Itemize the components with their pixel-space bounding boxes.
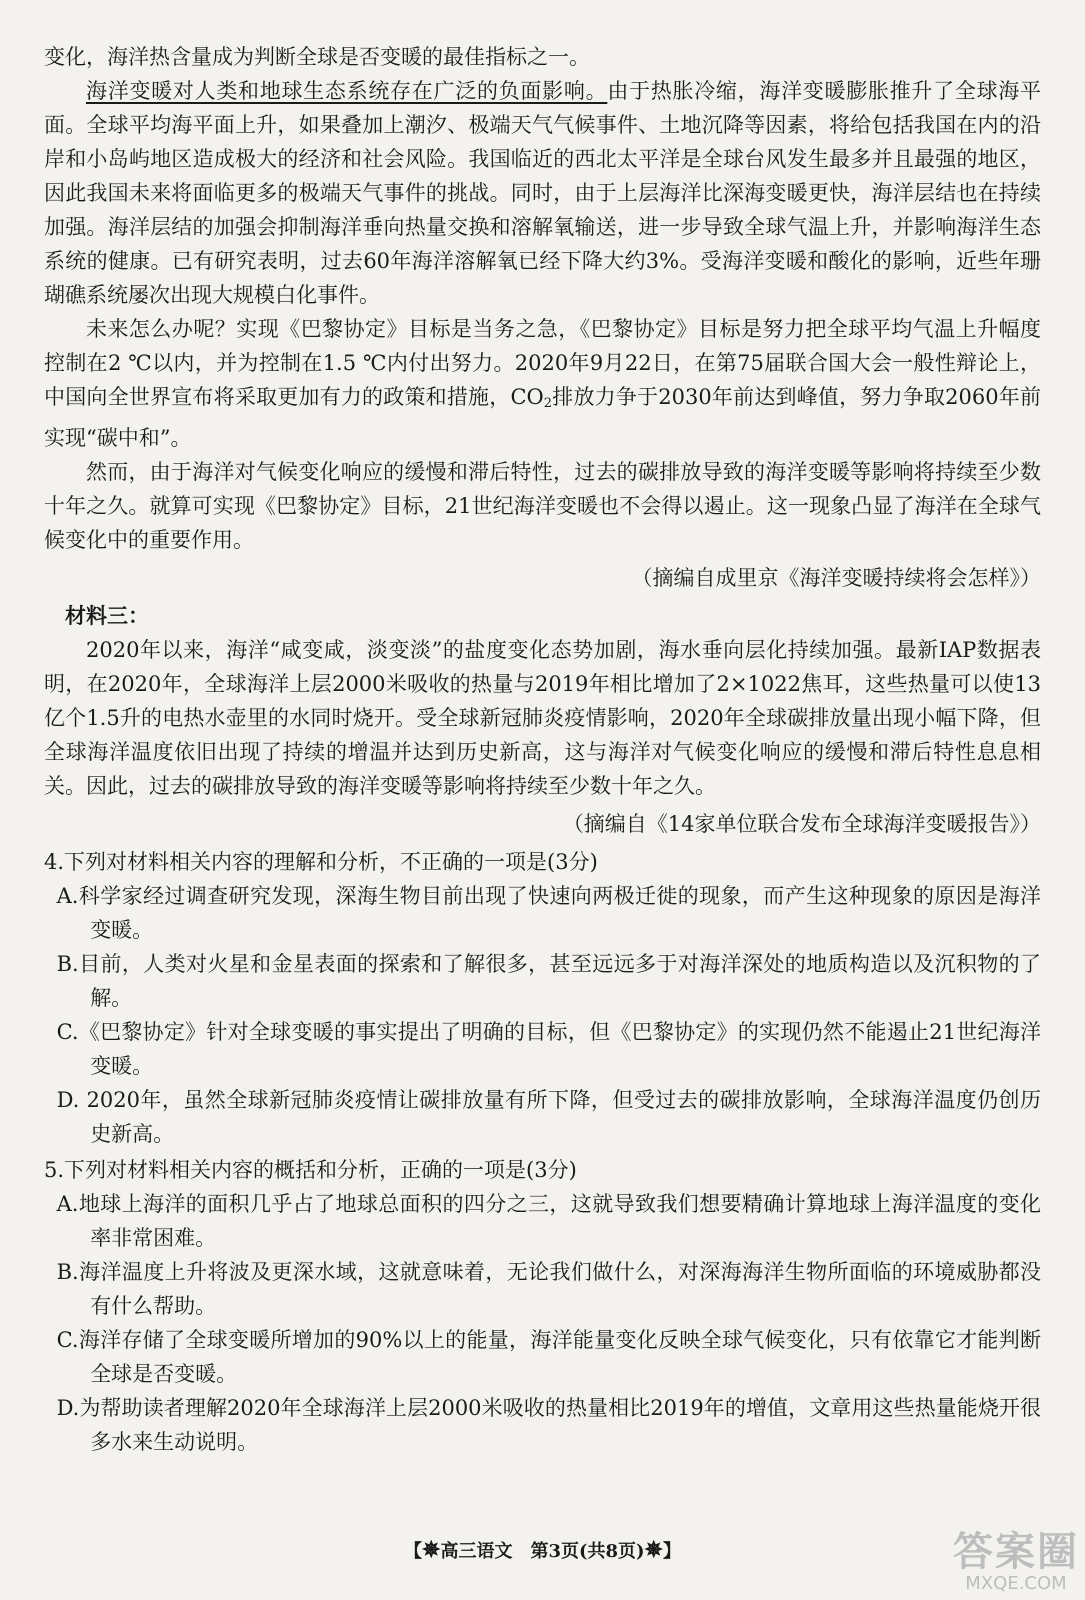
- question-4-stem: 4.下列对材料相关内容的理解和分析，不正确的一项是(3分): [44, 850, 598, 874]
- paragraph-2: [44, 74, 1041, 312]
- question-5-option-a: A.地球上海洋的面积几乎占了地球总面积的四分之三，这就导致我们想要精确计算地球上海洋温度的变化率非常困难。: [56, 1192, 1041, 1250]
- question-5-option-c: C.海洋存储了全球变暖所增加的90%以上的能量，海洋能量变化反映全球气候变化，只有依靠它才能判断全球是否变暖。: [56, 1328, 1041, 1386]
- footer-open-bracket: 【: [404, 1541, 423, 1562]
- question-4-option-d: D. 2020年，虽然全球新冠肺炎疫情让碳排放量有所下降，但受过去的碳排放影响，全球海洋温度仍创历史新高。: [56, 1088, 1041, 1146]
- source-citation-2: （摘编自《14家单位联合发布全球海洋变暖报告》）: [562, 812, 1041, 836]
- paragraph-3-body: 未来怎么办呢？实现《巴黎协定》目标是当务之急，《巴黎协定》目标是努力把全球平均气温上升幅度控制在2 ℃以内，并为控制在1.5 ℃内付出努力。2020年9月22日，在第75届联合国大会一般性辩论上，中国向全世界宣布将采取更加有力的政策和措施，CO: [44, 317, 1041, 409]
- question-5-stem: 5.下列对材料相关内容的概括和分析，正确的一项是(3分): [44, 1158, 577, 1182]
- question-4: [44, 845, 1041, 1151]
- question-4-option-a: A.科学家经过调查研究发现，深海生物目前出现了快速向两极迁徙的现象，而产生这种现象的原因是海洋变暖。: [56, 884, 1041, 942]
- question-4-option-c: C.《巴黎协定》针对全球变暖的事实提出了明确的目标，但《巴黎协定》的实现仍然不能遏止21世纪海洋变暖。: [56, 1020, 1041, 1078]
- paragraph-3-tail: 排放力争于2030年前达到峰值，努力争取2060年前实现“碳中和”。: [44, 385, 1041, 450]
- paragraph-2-body: 由于热胀冷缩，海洋变暖膨胀推升了全球海平面。全球平均海平面上升，如果叠加上潮汐、极端天气气候事件、土地沉降等因素，将给包括我国在内的沿岸和小岛屿地区造成极大的经济和社会风险。我国临近的西北太平洋是全球台风发生最多并且最强的地区，因此我国未来将面临更多的极端天气事件的挑战。同时，由于上层海洋比深海变暖更快，海洋层结也在持续加强。海洋层结的加强会抑制海洋垂向热量交换和溶解氧输送，进一步导致全球气温上升，并影响海洋生态系统的健康。已有研究表明，过去60年海洋溶解氧已经下降大约3%。受海洋变暖和酸化的影响，近些年珊瑚礁系统屡次出现大规模白化事件。: [44, 79, 1042, 307]
- question-5-option-b: B.海洋温度上升将波及更深水域，这就意味着，无论我们做什么，对深海海洋生物所面临的环境威胁都没有什么帮助。: [56, 1260, 1041, 1318]
- question-5: [44, 1153, 1041, 1459]
- footer-close-bracket: 】: [662, 1541, 681, 1562]
- paragraph-5: 2020年以来，海洋“咸变咸，淡变淡”的盐度变化态势加剧，海水垂向层化持续加强。最新IAP数据表明，在2020年，全球海洋上层2000米吸收的热量与2019年相比增加了2×1022焦耳，这些热量可以使13亿个1.5升的电热水壶里的水同时烧开。受全球新冠肺炎疫情影响，2020年全球碳排放量出现小幅下降，但全球海洋温度依旧出现了持续的增温并达到历史新高，这与海洋对气候变化响应的缓慢和滞后特性息息相关。因此，过去的碳排放导致的海洋变暖等影响将持续至少数十年之久。: [44, 638, 1041, 798]
- material-3-heading: 材料三：: [65, 603, 149, 628]
- watermark-logo-text: 答案圈: [953, 1529, 1079, 1575]
- watermark-url: MXQE.COM: [965, 1573, 1067, 1594]
- star-mark-icon: ✵: [422, 1537, 441, 1563]
- paragraph-1: 变化，海洋热含量成为判断全球是否变暖的最佳指标之一。: [44, 45, 590, 69]
- star-mark-icon: ✵: [644, 1537, 663, 1563]
- source-citation-1: （摘编自成里京《海洋变暖持续将会怎样》）: [631, 566, 1041, 590]
- underlined-topic-sentence: 海洋变暖对人类和地球生态系统存在广泛的负面影响。: [86, 79, 608, 103]
- watermark-logo: [953, 1530, 1079, 1594]
- paragraph-3: [44, 312, 1041, 455]
- paragraph-4: 然而，由于海洋对气候变化响应的缓慢和滞后特性，过去的碳排放导致的海洋变暖等影响将持续至少数十年之久。就算可实现《巴黎协定》目标，21世纪海洋变暖也不会得以遏止。这一现象凸显了海洋在全球气候变化中的重要作用。: [44, 460, 1041, 552]
- co2-subscript: 2: [543, 396, 553, 411]
- question-5-option-d: D.为帮助读者理解2020年全球海洋上层2000米吸收的热量相比2019年的增值，文章用这些热量能烧开很多水来生动说明。: [56, 1396, 1041, 1454]
- question-4-option-b: B.目前，人类对火星和金星表面的探索和了解很多，甚至远远多于对海洋深处的地质构造以及沉积物的了解。: [56, 952, 1041, 1010]
- footer-page-label: 高三语文 第3页(共8页): [440, 1541, 645, 1562]
- page-footer: [0, 1537, 1085, 1563]
